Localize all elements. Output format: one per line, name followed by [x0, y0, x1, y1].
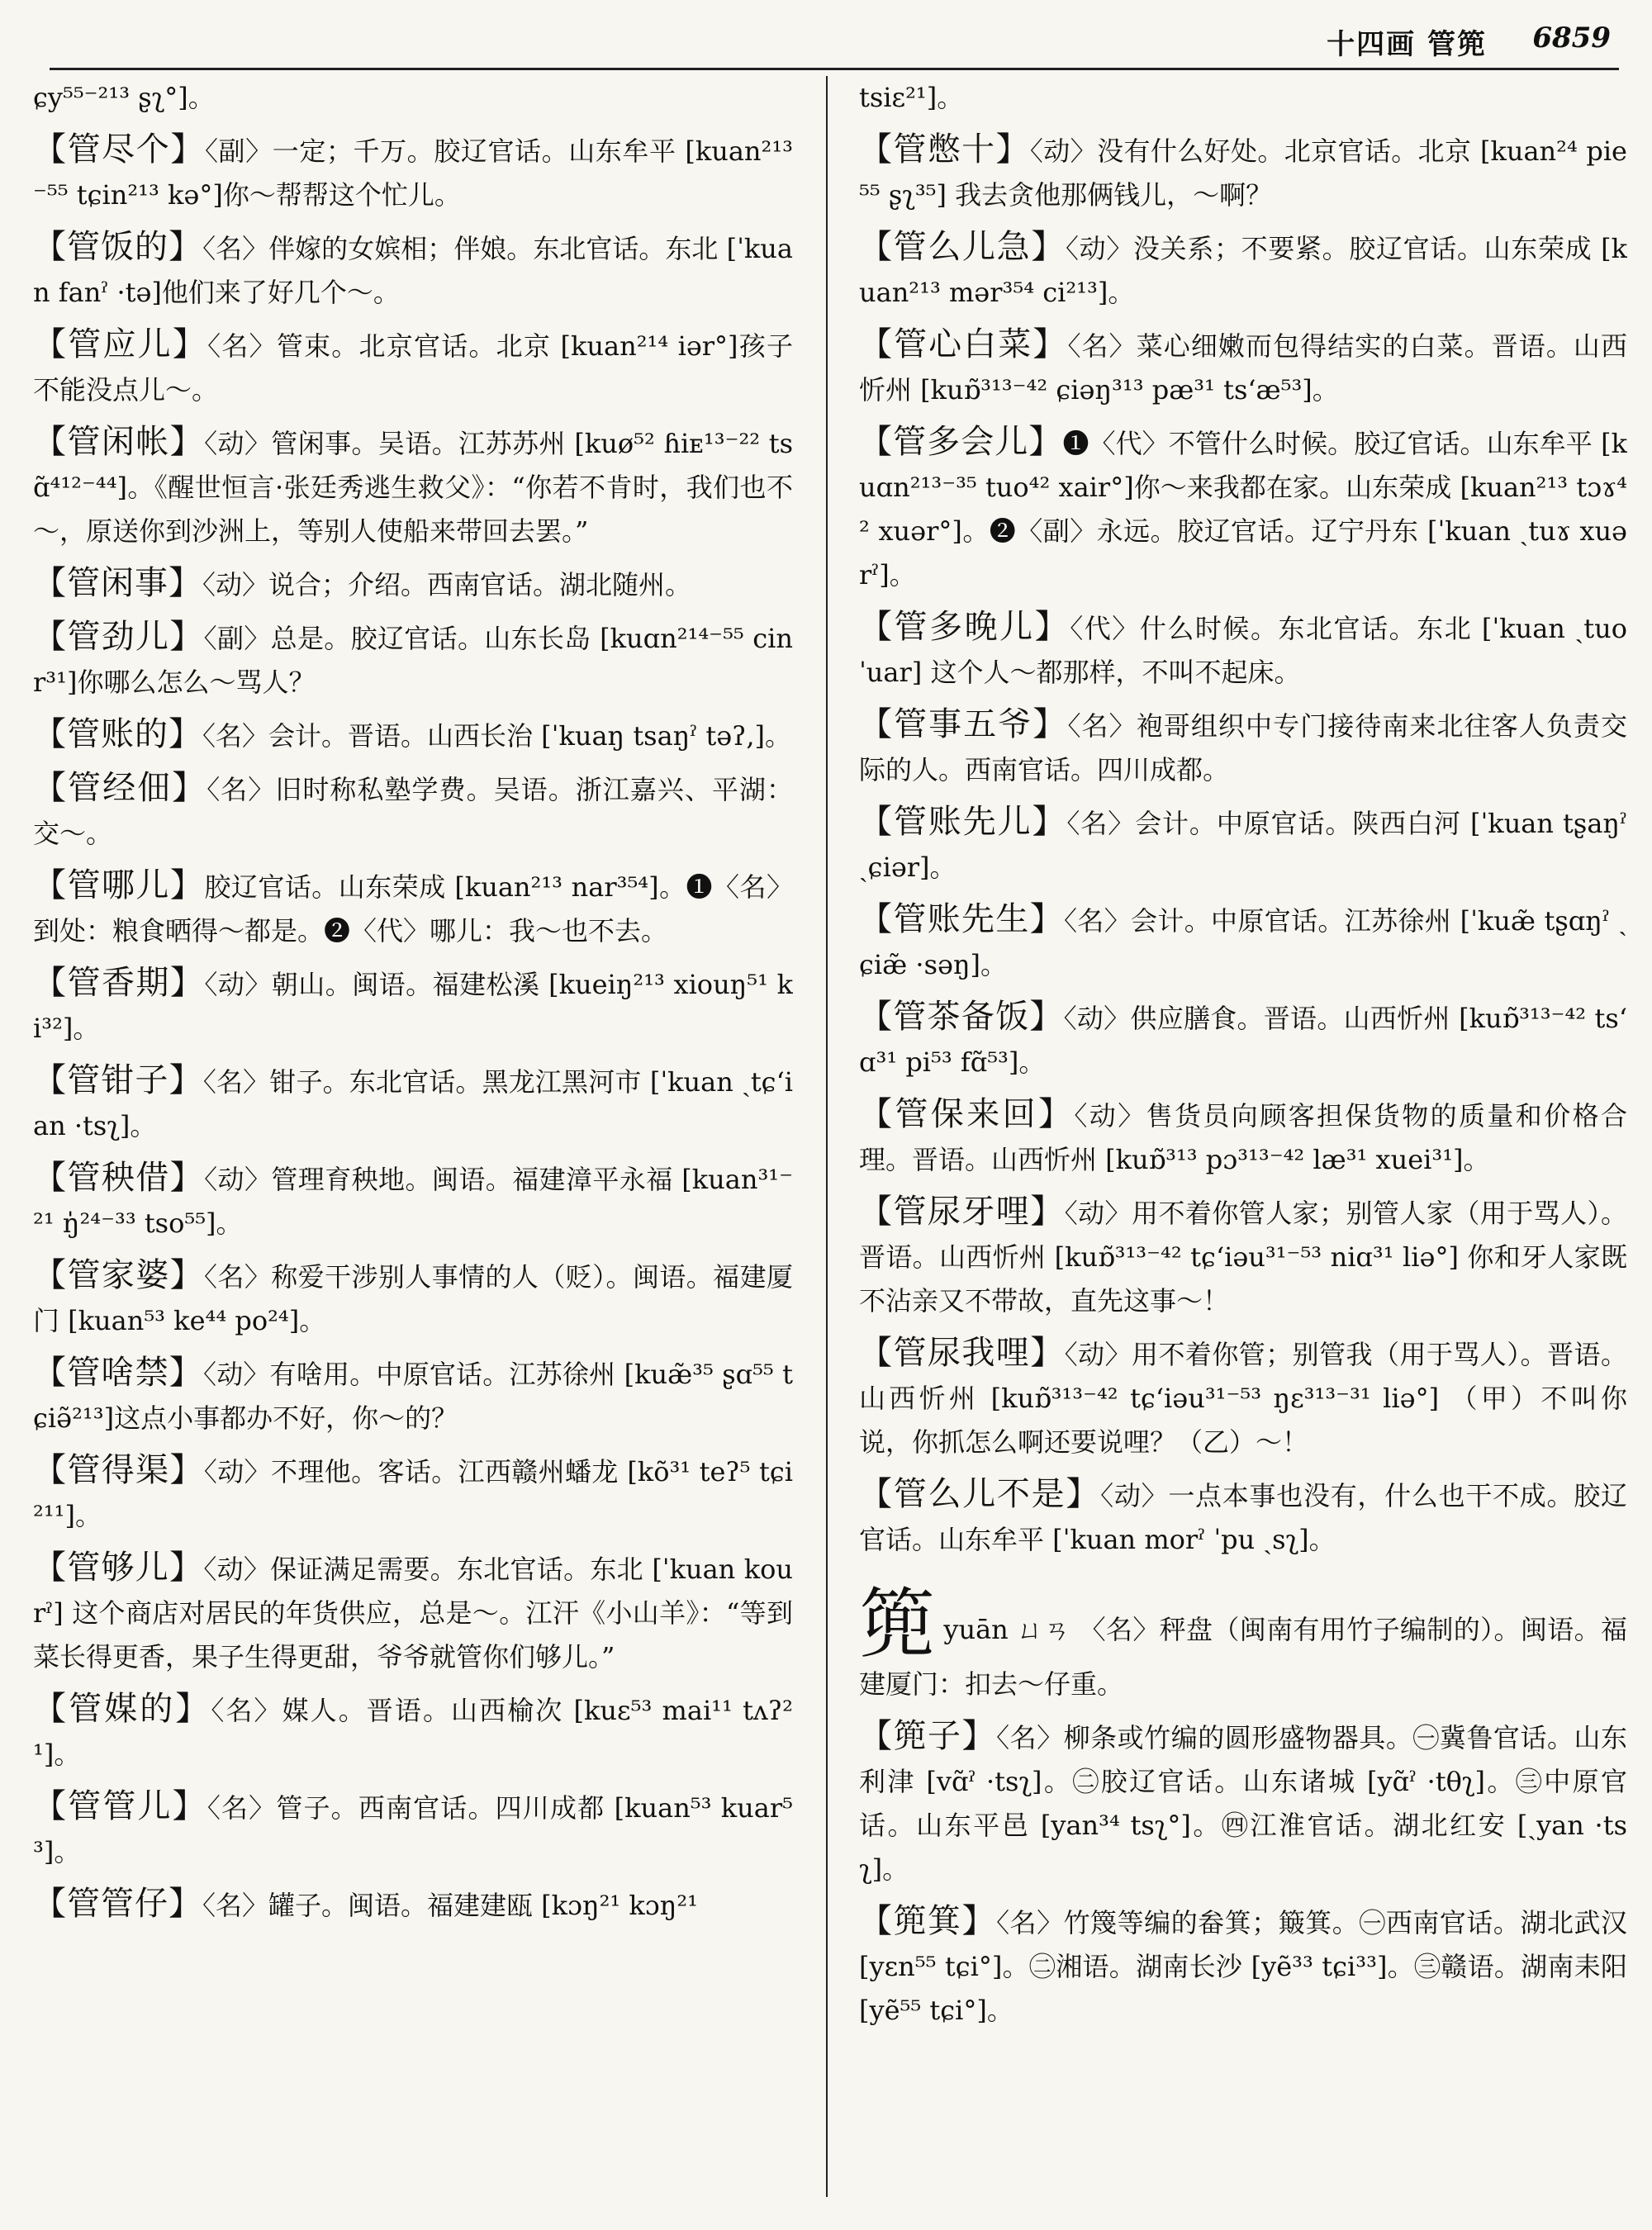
entry-headword: 【管保来回】 [859, 1095, 1075, 1133]
entry-definition: 〈动〉用不着你管；别管我（用于骂人）。晋语。山西忻州 [kuɒ̃³¹³⁻⁴² tɕʻiəu³¹⁻⁵³ ŋɛ³¹³⁻³¹ liə°] （甲）不叫你说，你抓怎么啊还要说哩？（乙）～！ [859, 1339, 1627, 1458]
entry-headword: 【管么儿不是】 [859, 1475, 1101, 1513]
dictionary-entry [33, 128, 793, 217]
entry-headword: 【篼子】 [859, 1717, 997, 1755]
dictionary-entry [859, 225, 1627, 315]
entry-definition: 〈动〉用不着你管人家；别管人家（用于骂人）。晋语。山西忻州 [kuɒ̃³¹³⁻⁴² tɕʻiəu³¹⁻⁵³ niɑ³¹ liə°] 你和牙人家既不沾亲又不带故，直先这事～！ [859, 1198, 1627, 1317]
entry-definition: tsiɛ²¹]。 [859, 82, 964, 113]
entry-definition: 〈名〉罐子。闽语。福建建瓯 [kɔŋ²¹ kɔŋ²¹ [202, 1890, 698, 1921]
entry-headword: 【管家婆】 [33, 1256, 205, 1294]
entry-headword: 【管管仔】 [33, 1885, 202, 1923]
dictionary-entry [859, 323, 1627, 412]
character-definition: yuān ㄩㄢ 〈名〉秤盘（闽南有用竹子编制的）。闽语。福建厦门：扣去～仔重。 [859, 1614, 1627, 1700]
entry-headword: 【管得渠】 [33, 1451, 204, 1489]
dictionary-entry [859, 128, 1627, 217]
dictionary-entry [859, 420, 1627, 597]
entry-definition: 〈副〉总是。胶辽官话。山东长岛 [kuɑn²¹⁴⁻⁵⁵ cinr³¹]你哪么怎么～骂人？ [33, 623, 793, 698]
dictionary-entry [859, 76, 1627, 120]
dictionary-entry [859, 1093, 1627, 1182]
dictionary-entry [33, 864, 793, 953]
entry-definition: 〈动〉有啥用。中原官话。江苏徐州 [kuæ̃³⁵ ʂɑ⁵⁵ tɕiə̃²¹³]这点小事都办不好，你～的？ [33, 1359, 793, 1434]
entry-headword: 【管啥禁】 [33, 1354, 204, 1392]
dictionary-entry [33, 713, 793, 758]
entry-headword: 【管劲儿】 [33, 618, 204, 656]
left-column [33, 76, 793, 2197]
dictionary-entry [859, 898, 1627, 987]
dictionary-entry [33, 1156, 793, 1245]
dictionary-entry [33, 1059, 793, 1148]
entry-definition: 〈名〉袍哥组织中专门接待南来北往客人负责交际的人。西南官话。四川成都。 [859, 710, 1627, 785]
entry-headword: 【管秧借】 [33, 1159, 205, 1197]
entry-headword: 【管媒的】 [33, 1690, 211, 1728]
dictionary-entry [859, 995, 1627, 1084]
entry-definition: 〈动〉不理他。客话。江西赣州蟠龙 [kõ³¹ teʔ⁵ tɕi²¹¹]。 [33, 1456, 793, 1531]
column-divider [826, 76, 828, 2197]
entry-definition: 〈名〉菜心细嫩而包得结实的白菜。晋语。山西忻州 [kuɒ̃³¹³⁻⁴² ɕiəŋ³¹³ pæ³¹ tsʻæ⁵³]。 [859, 330, 1627, 406]
dictionary-entry [859, 1715, 1627, 1891]
dictionary-entry [33, 323, 793, 412]
dictionary-entry [859, 1900, 1627, 2033]
entry-definition: 〈动〉售货员向顾客担保货物的质量和价格合理。晋语。山西忻州 [kuɒ̃³¹³ pɔ³¹³⁻⁴² læ³¹ xuei³¹]。 [859, 1100, 1627, 1175]
entry-definition: ɕy⁵⁵⁻²¹³ ʂʅ°]。 [33, 82, 215, 113]
entry-headword: 【管多会儿】 [859, 423, 1063, 461]
page-header [50, 17, 1619, 66]
entry-headword: 【管多晚儿】 [859, 608, 1070, 646]
header-section-title: 十四画 管篼 [1327, 28, 1487, 61]
entry-definition: ❶〈代〉不管什么时候。胶辽官话。山东牟平 [kuɑn²¹³⁻³⁵ tuo⁴² xair°]你～来我都在家。山东荣成 [kuan²¹³ tɔɤ⁴² xuər°]。❷〈副〉永远。胶辽官话。辽宁丹东 [ˈkuan ˏtuɤ xuərˀ]。 [859, 428, 1627, 591]
entry-definition: 〈名〉会计。中原官话。江苏徐州 [ˈkuæ̃ tʂɑŋˀ ˏɕiæ̃ ·səŋ]。 [859, 905, 1627, 980]
entry-definition: 〈名〉钳子。东北官话。黑龙江黑河市 [ˈkuan ˏtɕʻian ·tsʅ]。 [33, 1066, 793, 1141]
entry-definition: 胶辽官话。山东荣成 [kuan²¹³ nar³⁵⁴]。❶〈名〉到处：粮食晒得～都是。❷〈代〉哪儿：我～也不去。 [33, 871, 793, 947]
entry-definition: 〈名〉会计。晋语。山西长治 [ˈkuaŋ tsaŋˀ təʔ,]。 [202, 720, 792, 752]
entry-headword: 【管应儿】 [33, 325, 208, 363]
entry-definition: 〈动〉没关系；不要紧。胶辽官话。山东荣成 [kuan²¹³ mər³⁵⁴ ci²¹³]。 [859, 233, 1627, 308]
entry-headword: 【管账的】 [33, 715, 202, 753]
page-number: 6859 [1532, 21, 1611, 55]
dictionary-entry [33, 1882, 793, 1928]
dictionary-entry [33, 615, 793, 705]
dictionary-entry [859, 800, 1627, 890]
dictionary-entry [33, 1785, 793, 1874]
dictionary-entry [33, 562, 793, 607]
entry-definition: 〈名〉会计。中原官话。陕西白河 [ˈkuan tʂaŋˀ ˏɕiər]。 [859, 808, 1627, 883]
dictionary-entry [859, 605, 1627, 695]
dictionary-entry [859, 1473, 1627, 1562]
dictionary-entry [33, 1254, 793, 1343]
dictionary-entry [33, 225, 793, 315]
entry-headword: 【管闲帐】 [33, 423, 205, 461]
entry-headword: 【管尿牙哩】 [859, 1193, 1065, 1231]
entry-headword: 【管茶备饭】 [859, 998, 1064, 1036]
dictionary-entry [33, 1546, 793, 1679]
entry-headword: 【管账先生】 [859, 900, 1065, 938]
dictionary-entry [33, 1449, 793, 1538]
entry-definition: 〈代〉什么时候。东北官话。东北 [ˈkuan ˏtuo ˈuar] 这个人～都那样，不叫不起床。 [859, 613, 1627, 688]
entry-definition: 〈动〉朝山。闽语。福建松溪 [kueiŋ²¹³ xiouŋ⁵¹ ki³²]。 [33, 969, 793, 1044]
entry-headword: 【篼箕】 [859, 1902, 997, 1940]
entry-headword: 【管够儿】 [33, 1549, 204, 1587]
entry-headword: 【管经佃】 [33, 769, 207, 807]
entry-headword: 【管尽个】 [33, 130, 205, 168]
entry-headword: 【管账先儿】 [859, 803, 1067, 841]
dictionary-entry [33, 1687, 793, 1777]
dictionary-entry [33, 961, 793, 1051]
entry-headword: 【管饭的】 [33, 228, 203, 266]
entry-definition: 〈名〉旧时称私塾学费。吴语。浙江嘉兴、平湖：交～。 [33, 774, 793, 849]
entry-headword: 【管哪儿】 [33, 866, 205, 904]
character-entry [859, 1580, 1627, 1706]
dictionary-entry [33, 76, 793, 120]
entry-definition: 〈动〉一点本事也没有，什么也干不成。胶辽官话。山东牟平 [ˈkuan morˀ ˈpu ˏsʅ]。 [859, 1480, 1627, 1555]
entry-definition: 〈名〉管束。北京官话。北京 [kuan²¹⁴ iər°]孩子不能没点儿～。 [33, 330, 793, 406]
entry-definition: 〈动〉说合；介绍。西南官话。湖北随州。 [202, 569, 692, 600]
dictionary-entry [33, 1351, 793, 1440]
entry-definition: 〈动〉供应膳食。晋语。山西忻州 [kuɒ̃³¹³⁻⁴² tsʻɑ³¹ pi⁵³ fɑ̃⁵³]。 [859, 1003, 1627, 1078]
entry-headword: 【管钳子】 [33, 1061, 203, 1099]
entry-definition: 〈名〉竹篾等编的畚箕；簸箕。㊀西南官话。湖北武汉 [yɛn⁵⁵ tɕi°]。㊁湘语。湖南长沙 [yẽ³³ tɕi³³]。㊂赣语。湖南耒阳 [yẽ⁵⁵ tɕi°]。 [859, 1907, 1627, 2026]
entry-definition: 〈名〉伴嫁的女嫔相；伴娘。东北官话。东北 [ˈkuan fanˀ ·tə]他们来了好几个～。 [33, 233, 793, 308]
entry-definition: 〈动〉没有什么好处。北京官话。北京 [kuan²⁴ pie⁵⁵ ʂʅ³⁵] 我去贪他那俩钱儿，～啊？ [859, 135, 1627, 211]
entry-definition: 〈动〉管闲事。吴语。江苏苏州 [kuø⁵² ɦiᴇ¹³⁻²² tsɑ̃⁴¹²⁻⁴⁴]。《醒世恒言·张廷秀逃生救父》：“你若不肯时，我们也不～，原送你到沙洲上，等别人使船来带回去罢。” [33, 428, 793, 547]
dictionary-entry [33, 766, 793, 856]
entry-definition: 〈名〉媒人。晋语。山西榆次 [kuɛ⁵³ mai¹¹ tʌʔ²¹]。 [33, 1695, 793, 1770]
entry-definition: 〈名〉称爱干涉别人事情的人（贬）。闽语。福建厦门 [kuan⁵³ ke⁴⁴ po²⁴]。 [33, 1261, 793, 1336]
entry-definition: 〈动〉保证满足需要。东北官话。东北 [ˈkuan kourˀ] 这个商店对居民的年货供应，总是～。江汗《小山羊》：“等到菜长得更香，果子生得更甜，爷爷就管你们够儿。” [33, 1554, 793, 1672]
entry-headword: 【管心白菜】 [859, 325, 1068, 363]
entry-definition: 〈副〉一定；千万。胶辽官话。山东牟平 [kuan²¹³⁻⁵⁵ tɕin²¹³ kə°]你～帮帮这个忙儿。 [33, 135, 793, 211]
entry-headword: 【管事五爷】 [859, 705, 1068, 743]
entry-definition: 〈动〉管理育秧地。闽语。福建漳平永福 [kuan³¹⁻²¹ ŋ̍²⁴⁻³³ tso⁵⁵]。 [33, 1164, 793, 1239]
entry-definition: 〈名〉管子。西南官话。四川成都 [kuan⁵³ kuar⁵³]。 [33, 1792, 793, 1867]
dictionary-entry [859, 1331, 1627, 1464]
entry-headword: 【管香期】 [33, 964, 205, 1002]
entry-headword: 【管憋十】 [859, 130, 1030, 168]
entry-character: 篼 [859, 1580, 936, 1668]
dictionary-entry [859, 703, 1627, 792]
right-column [859, 76, 1627, 2197]
entry-headword: 【管管儿】 [33, 1787, 207, 1825]
entry-headword: 【管么儿急】 [859, 228, 1066, 266]
entry-definition: 〈名〉柳条或竹编的圆形盛物器具。㊀冀鲁官话。山东利津 [vɑ̃ˀ ·tsʅ]。㊁胶辽官话。山东诸城 [yɑ̃ˀ ·tθʅ]。㊂中原官话。山东平邑 [yan³⁴ tsʅ°]。㊃江淮官话。湖北红安 [ˏyan ·tsʅ]。 [859, 1722, 1627, 1885]
entry-headword: 【管尿我哩】 [859, 1334, 1065, 1372]
header-rule [50, 68, 1619, 70]
dictionary-entry [859, 1190, 1627, 1323]
entry-headword: 【管闲事】 [33, 564, 202, 602]
dictionary-entry [33, 420, 793, 553]
